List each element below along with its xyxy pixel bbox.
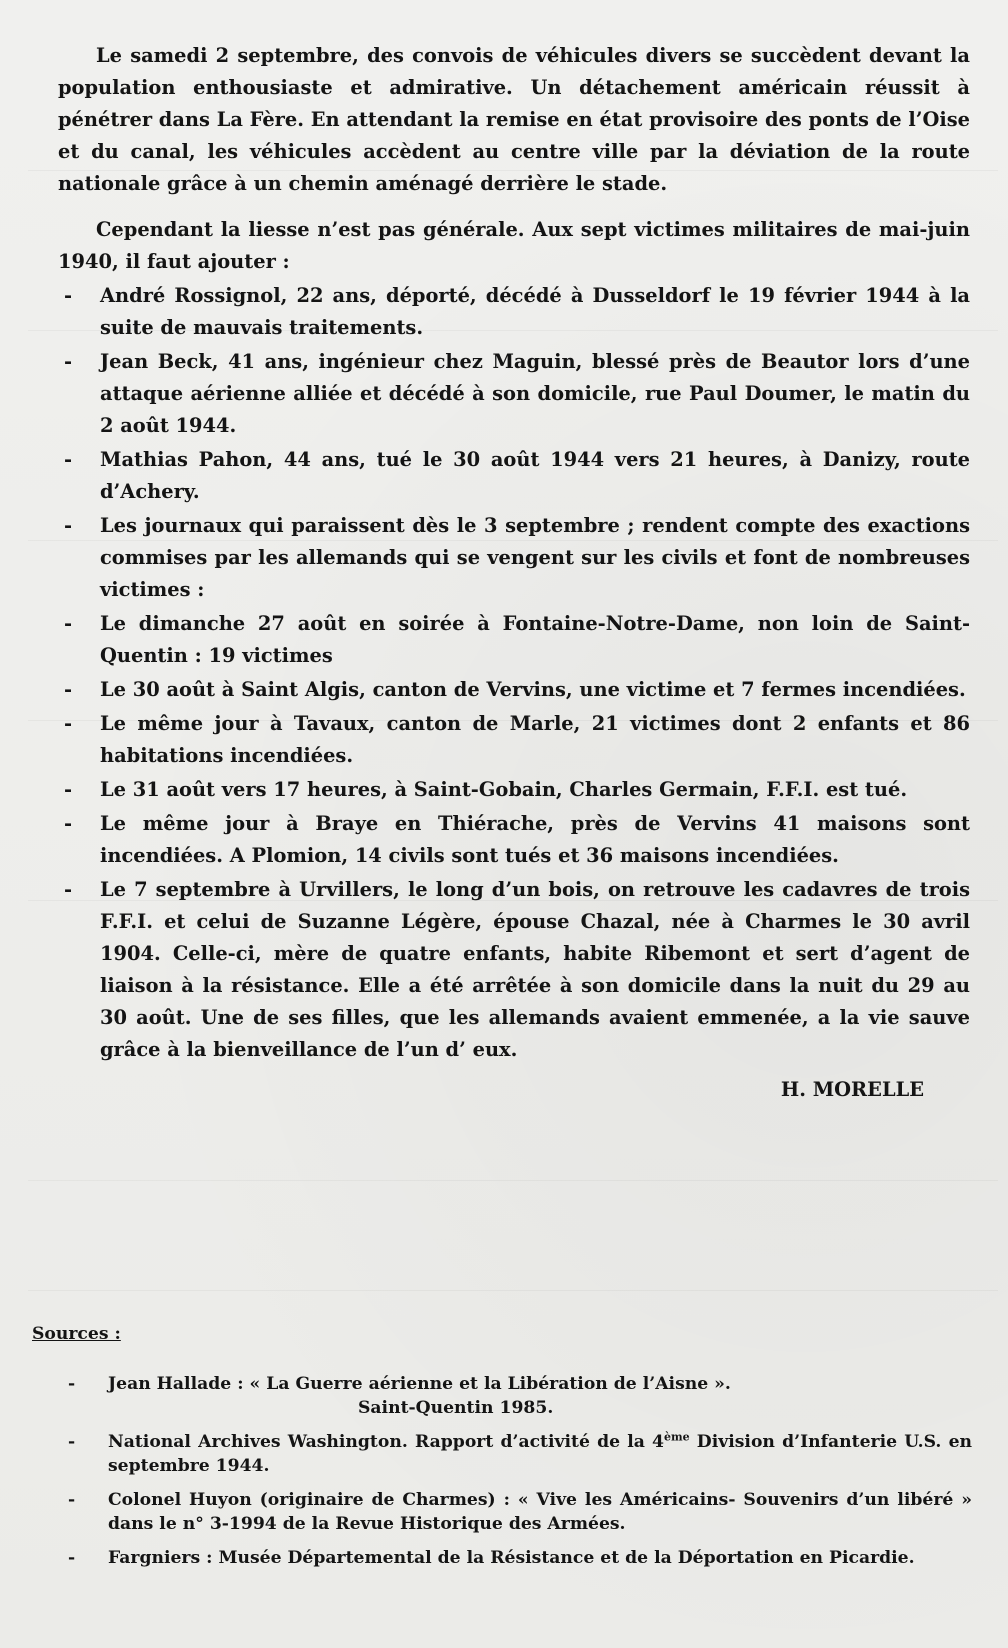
- dash-bullet: -: [68, 1548, 76, 1568]
- dash-bullet: -: [64, 812, 73, 835]
- list-item: [58, 874, 970, 1066]
- list-item: [58, 774, 970, 806]
- dash-bullet: -: [68, 1490, 76, 1510]
- source-text-continued: Division d’Infanterie U.S. en septembre 1944.: [108, 1432, 972, 1476]
- dash-bullet: -: [64, 514, 73, 537]
- source-item: [32, 1488, 972, 1536]
- dash-bullet: -: [64, 778, 73, 801]
- sources-heading: Sources :: [32, 1324, 121, 1344]
- list-item-text: Le 7 septembre à Urvillers, le long d’un bois, on retrouve les cadavres de trois F.F.I. et celui de Suzanne Légère, épouse Chazal, née à Charmes le 30 avril 1904. Celle-ci, mère de quatre enfants, habite Ribemont et sert d’agent de liaison à la résistance. Elle a été arrêtée à son domicile dans la nuit du 29 au 30 août. Une de ses filles, que les allemands avaient emmenée, a la vie sauve grâce à la bienveillance de l’un d’ eux.: [100, 878, 970, 1061]
- author-signature: H. MORELLE: [780, 1078, 924, 1101]
- dash-bullet: -: [64, 678, 73, 701]
- source-continuation: Saint-Quentin 1985.: [358, 1398, 554, 1418]
- victims-list: [58, 280, 970, 1066]
- list-item: [58, 280, 970, 344]
- dash-bullet: -: [68, 1374, 76, 1394]
- article-body: [58, 40, 970, 1106]
- list-item: [58, 444, 970, 508]
- list-item-text: Mathias Pahon, 44 ans, tué le 30 août 1944 vers 21 heures, à Danizy, route d’Achery.: [100, 448, 970, 503]
- source-item: [32, 1546, 972, 1570]
- dash-bullet: -: [64, 448, 73, 471]
- source-text: Fargniers : Musée Départemental de la Résistance et de la Déportation en Picardie.: [108, 1548, 915, 1568]
- list-item: [58, 510, 970, 606]
- dash-bullet: -: [64, 712, 73, 735]
- source-text: Jean Hallade : « La Guerre aérienne et la Libération de l’Aisne ».: [108, 1374, 731, 1394]
- list-item-text: Les journaux qui paraissent dès le 3 septembre ; rendent compte des exactions commises par les allemands qui se vengent sur les civils et font de nombreuses victimes :: [100, 514, 970, 601]
- list-item-text: Le 30 août à Saint Algis, canton de Vervins, une victime et 7 fermes incendiées.: [100, 678, 966, 701]
- list-item-text: Le même jour à Tavaux, canton de Marle, 21 victimes dont 2 enfants et 86 habitations incendiées.: [100, 712, 970, 767]
- list-item-text: Jean Beck, 41 ans, ingénieur chez Maguin, blessé près de Beautor lors d’une attaque aérienne alliée et décédé à son domicile, rue Paul Doumer, le matin du 2 août 1944.: [100, 350, 970, 437]
- dash-bullet: -: [64, 350, 73, 373]
- source-text: National Archives Washington. Rapport d’activité de la 4: [108, 1432, 664, 1452]
- list-item-text: Le dimanche 27 août en soirée à Fontaine-Notre-Dame, non loin de Saint-Quentin : 19 victimes: [100, 612, 970, 667]
- source-item: [32, 1372, 972, 1420]
- list-item: [58, 708, 970, 772]
- list-item: [58, 808, 970, 872]
- victims-paragraph: Cependant la liesse n’est pas générale. Aux sept victimes militaires de mai-juin 1940, il faut ajouter :: [58, 218, 970, 273]
- ordinal-superscript: ème: [664, 1430, 690, 1444]
- list-item-text: André Rossignol, 22 ans, déporté, décédé à Dusseldorf le 19 février 1944 à la suite de mauvais traitements.: [100, 284, 970, 339]
- sources-section: [32, 1322, 972, 1580]
- list-item-text: Le 31 août vers 17 heures, à Saint-Gobain, Charles Germain, F.F.I. est tué.: [100, 778, 908, 801]
- list-item: [58, 674, 970, 706]
- list-item: [58, 608, 970, 672]
- sources-list: [32, 1372, 972, 1570]
- source-text: Colonel Huyon (originaire de Charmes) : « Vive les Américains- Souvenirs d’un libéré » dans le n° 3-1994 de la Revue Historique des Armées.: [108, 1490, 972, 1534]
- dash-bullet: -: [64, 612, 73, 635]
- list-item-text: Le même jour à Braye en Thiérache, près de Vervins 41 maisons sont incendiées. A Plomion, 14 civils sont tués et 36 maisons incendiées.: [100, 812, 970, 867]
- dash-bullet: -: [64, 284, 73, 307]
- intro-paragraph: Le samedi 2 septembre, des convois de véhicules divers se succèdent devant la population enthousiaste et admirative. Un détachement américain réussit à pénétrer dans La Fère. En attendant la remise en état provisoire des ponts de l’Oise et du canal, les véhicules accèdent au centre ville par la déviation de la route nationale grâce à un chemin aménagé derrière le stade.: [58, 44, 970, 195]
- list-item: [58, 346, 970, 442]
- dash-bullet: -: [64, 878, 73, 901]
- source-item: [32, 1430, 972, 1478]
- dash-bullet: -: [68, 1432, 76, 1452]
